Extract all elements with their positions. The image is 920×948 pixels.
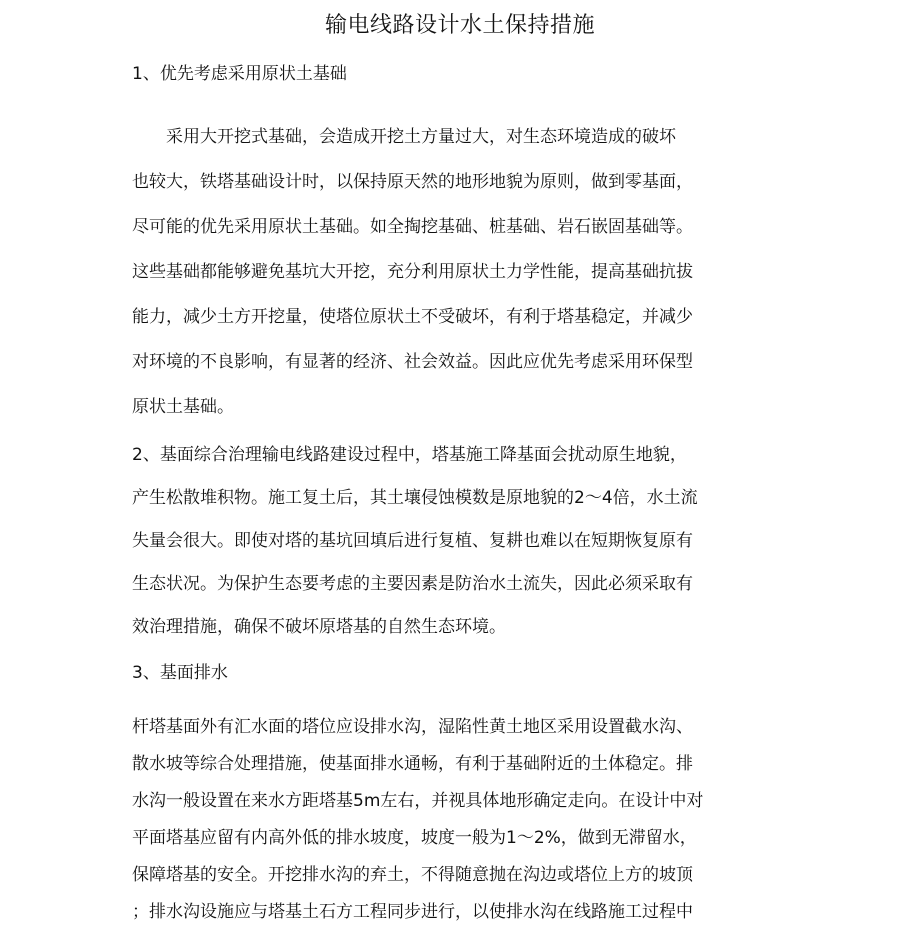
section2-line: 效治理措施，确保不破坏原塔基的自然生态环境。 — [132, 617, 506, 637]
section2-line: 生态状况。为保护生态要考虑的主要因素是防治水土流失，因此必须采取有 — [132, 574, 693, 594]
document-title: 输电线路设计水土保持措施 — [324, 13, 595, 38]
section3-line: 杆塔基面外有汇水面的塔位应设排水沟，湿陷性黄土地区采用设置截水沟、 — [132, 717, 693, 737]
section2-line: 失量会很大。即使对塔的基坑回填后进行复植、复耕也难以在短期恢复原有 — [132, 531, 693, 551]
section2-line: 产生松散堆积物。施工复土后，其土壤侵蚀模数是原地貌的2～4倍，水土流 — [132, 488, 698, 508]
section3-line: 保障塔基的安全。开挖排水沟的弃土，不得随意抛在沟边或塔位上方的坡顶 — [132, 865, 693, 885]
section3-heading: 3、基面排水 — [132, 663, 228, 683]
section3-line: 散水坡等综合处理措施，使基面排水通畅，有利于基础附近的土体稳定。排 — [132, 754, 693, 774]
section1-line: 尽可能的优先采用原状土基础。如全掏挖基础、桩基础、岩石嵌固基础等。 — [132, 217, 693, 237]
section1-heading: 1、优先考虑采用原状土基础 — [132, 64, 347, 84]
section1-line: 对环境的不良影响，有显著的经济、社会效益。因此应优先考虑采用环保型 — [132, 352, 693, 372]
section3-line: ；排水沟设施应与塔基土石方工程同步进行，以使排水沟在线路施工过程中 — [132, 902, 693, 922]
section3-line: 水沟一般设置在来水方距塔基5m左右，并视具体地形确定走向。在设计中对 — [132, 791, 704, 811]
section1-line: 也较大，铁塔基础设计时，以保持原天然的地形地貌为原则，做到零基面， — [132, 172, 693, 192]
section1-line: 能力，减少土方开挖量，使塔位原状土不受破坏，有利于塔基稳定，并减少 — [132, 307, 693, 327]
section1-line: 采用大开挖式基础，会造成开挖土方量过大，对生态环境造成的破坏 — [132, 127, 676, 147]
section3-line: 平面塔基应留有内高外低的排水坡度，坡度一般为1～2%，做到无滞留水， — [132, 828, 697, 848]
section2-line: 2、基面综合治理输电线路建设过程中，塔基施工降基面会扰动原生地貌， — [132, 445, 687, 465]
section1-line: 这些基础都能够避免基坑大开挖，充分利用原状土力学性能，提高基础抗拔 — [132, 262, 693, 282]
section1-line: 原状土基础。 — [132, 397, 234, 417]
